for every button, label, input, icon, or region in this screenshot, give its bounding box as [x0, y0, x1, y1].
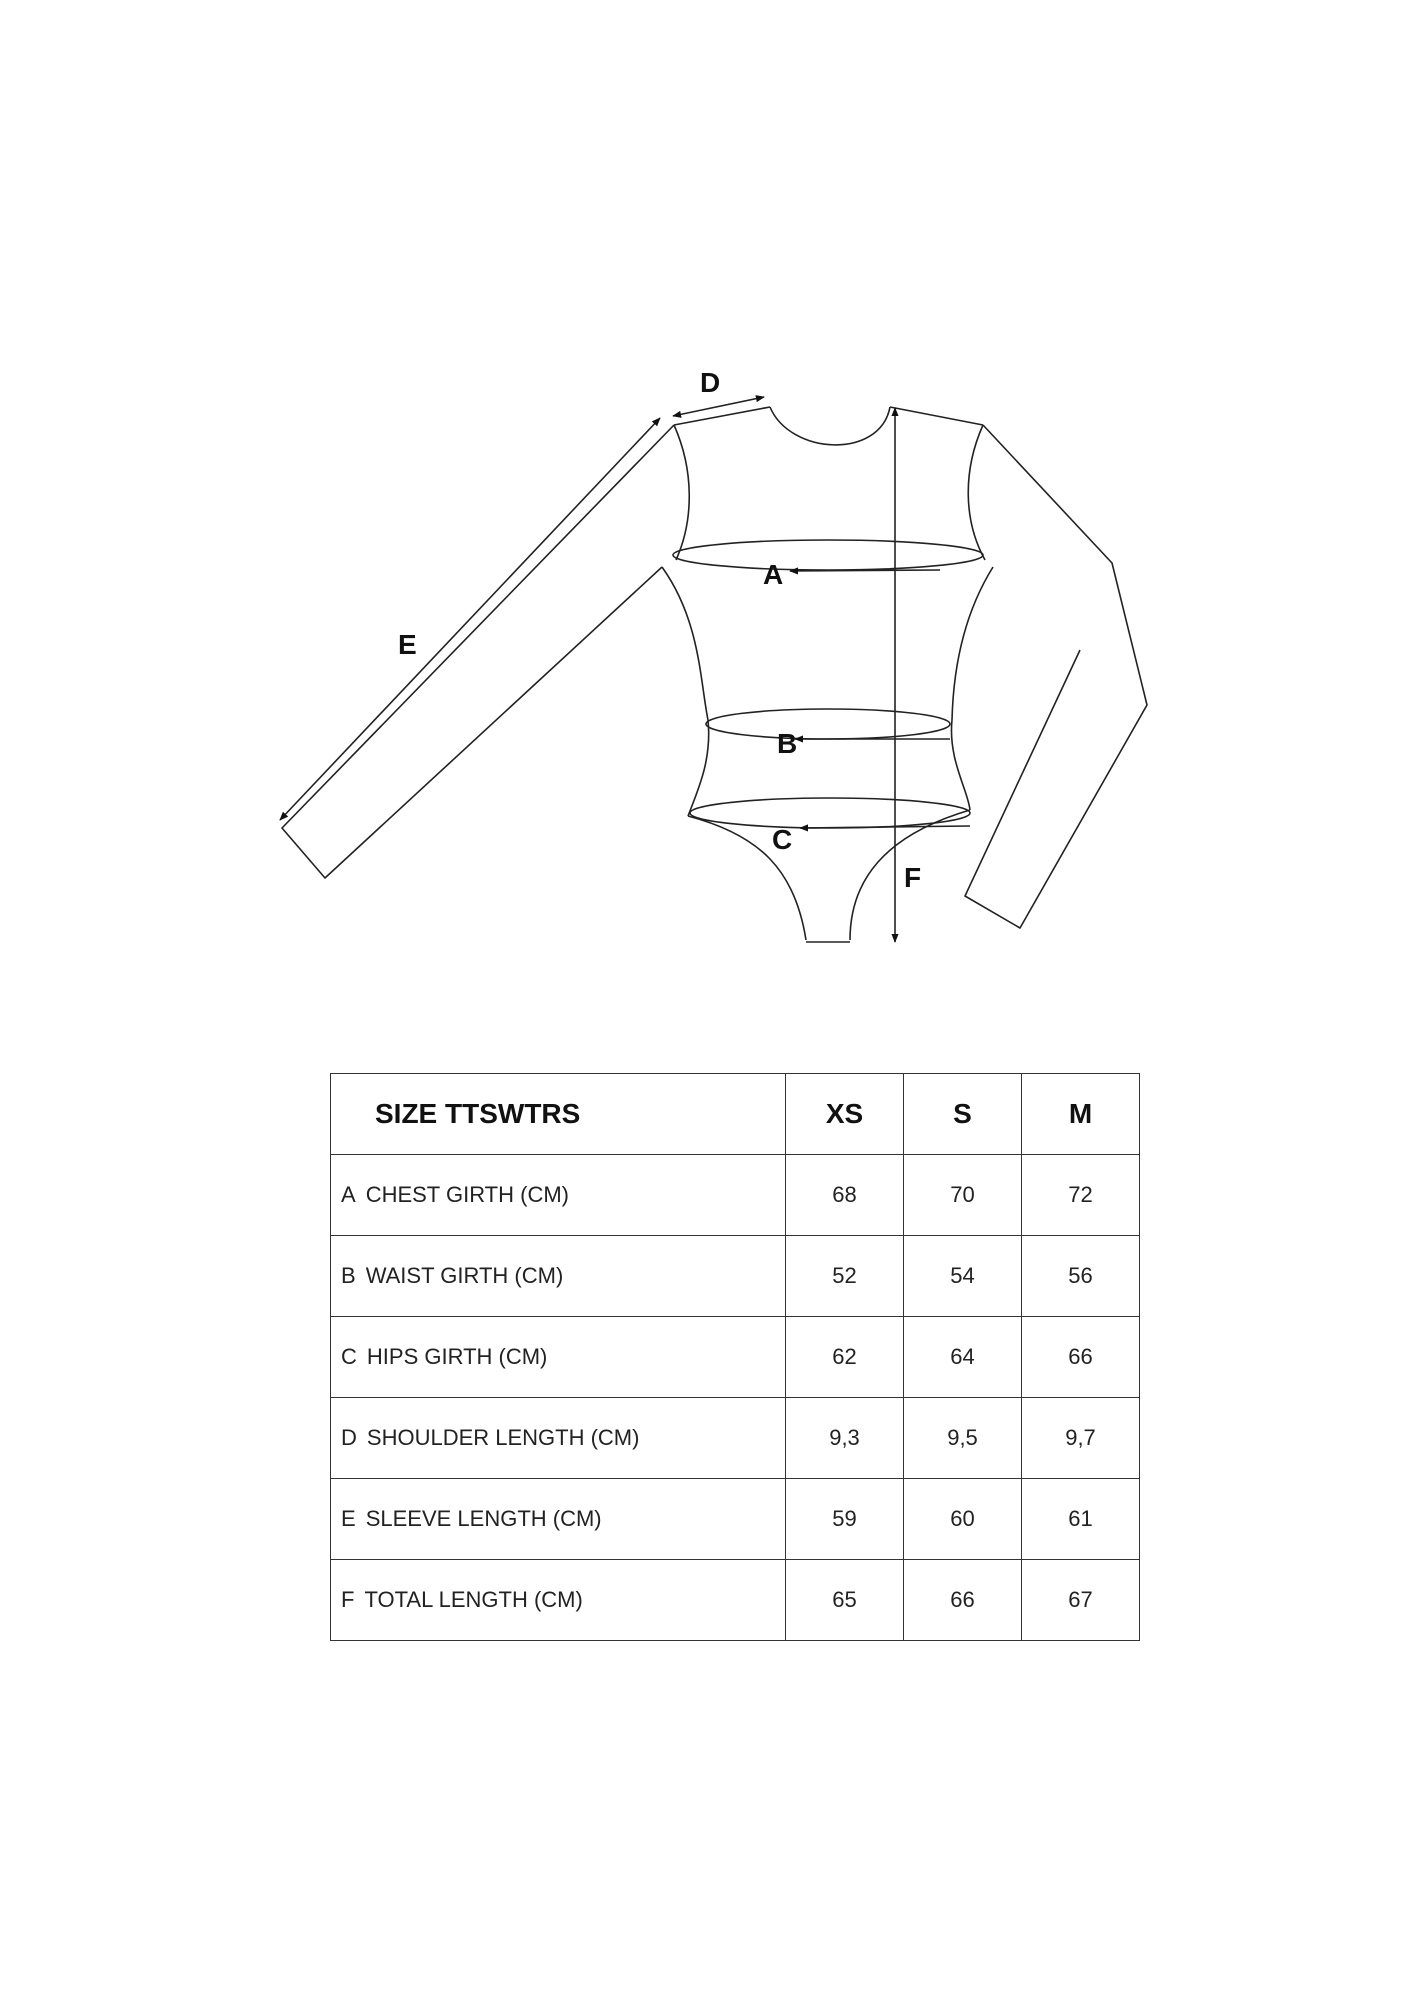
- label-b: B: [777, 728, 798, 759]
- table-cell: 60: [904, 1479, 1022, 1560]
- row-label-text: SHOULDER LENGTH (CM): [366, 1425, 640, 1450]
- row-letter: F: [341, 1587, 355, 1612]
- table-title: SIZE TTSWTRS: [331, 1074, 786, 1155]
- table-cell: 64: [904, 1317, 1022, 1398]
- table-cell: 66: [1022, 1317, 1140, 1398]
- row-label: [331, 1398, 786, 1479]
- table-cell: 56: [1022, 1236, 1140, 1317]
- row-label-text: WAIST GIRTH (CM): [365, 1263, 564, 1288]
- table-cell: 68: [786, 1155, 904, 1236]
- table-cell: 9,5: [904, 1398, 1022, 1479]
- size-table: [330, 1073, 1140, 1641]
- size-header-xs: XS: [786, 1074, 904, 1155]
- label-c: C: [772, 824, 793, 855]
- row-letter: A: [341, 1182, 356, 1207]
- measurement-lines: [280, 397, 983, 942]
- table-cell: 59: [786, 1479, 904, 1560]
- label-e: E: [398, 629, 417, 660]
- row-letter: D: [341, 1425, 357, 1450]
- row-label-text: HIPS GIRTH (CM): [366, 1344, 548, 1369]
- row-label-text: SLEEVE LENGTH (CM): [365, 1506, 602, 1531]
- table-cell: 66: [904, 1560, 1022, 1641]
- table-row: [331, 1155, 1140, 1236]
- table-cell: 67: [1022, 1560, 1140, 1641]
- row-label: [331, 1236, 786, 1317]
- row-label: [331, 1317, 786, 1398]
- table-cell: 62: [786, 1317, 904, 1398]
- size-header-s: S: [904, 1074, 1022, 1155]
- row-letter: C: [341, 1344, 357, 1369]
- row-label-text: TOTAL LENGTH (CM): [364, 1587, 583, 1612]
- table-cell: 52: [786, 1236, 904, 1317]
- table-row: [331, 1398, 1140, 1479]
- table-row: [331, 1479, 1140, 1560]
- row-letter: E: [341, 1506, 356, 1531]
- table-row: [331, 1317, 1140, 1398]
- row-letter: B: [341, 1263, 356, 1288]
- size-header-m: M: [1022, 1074, 1140, 1155]
- table-cell: 54: [904, 1236, 1022, 1317]
- label-f: F: [904, 862, 922, 893]
- table-cell: 9,3: [786, 1398, 904, 1479]
- table-cell: 70: [904, 1155, 1022, 1236]
- table-cell: 9,7: [1022, 1398, 1140, 1479]
- label-d: D: [700, 367, 721, 398]
- row-label: [331, 1155, 786, 1236]
- table-cell: 65: [786, 1560, 904, 1641]
- table-cell: 61: [1022, 1479, 1140, 1560]
- row-label: [331, 1560, 786, 1641]
- table-row: [331, 1560, 1140, 1641]
- table-row: [331, 1236, 1140, 1317]
- label-a: A: [763, 559, 784, 590]
- row-label: [331, 1479, 786, 1560]
- table-header-row: [331, 1074, 1140, 1155]
- table-cell: 72: [1022, 1155, 1140, 1236]
- row-label-text: CHEST GIRTH (CM): [365, 1182, 569, 1207]
- bodysuit-outline: [282, 407, 1147, 942]
